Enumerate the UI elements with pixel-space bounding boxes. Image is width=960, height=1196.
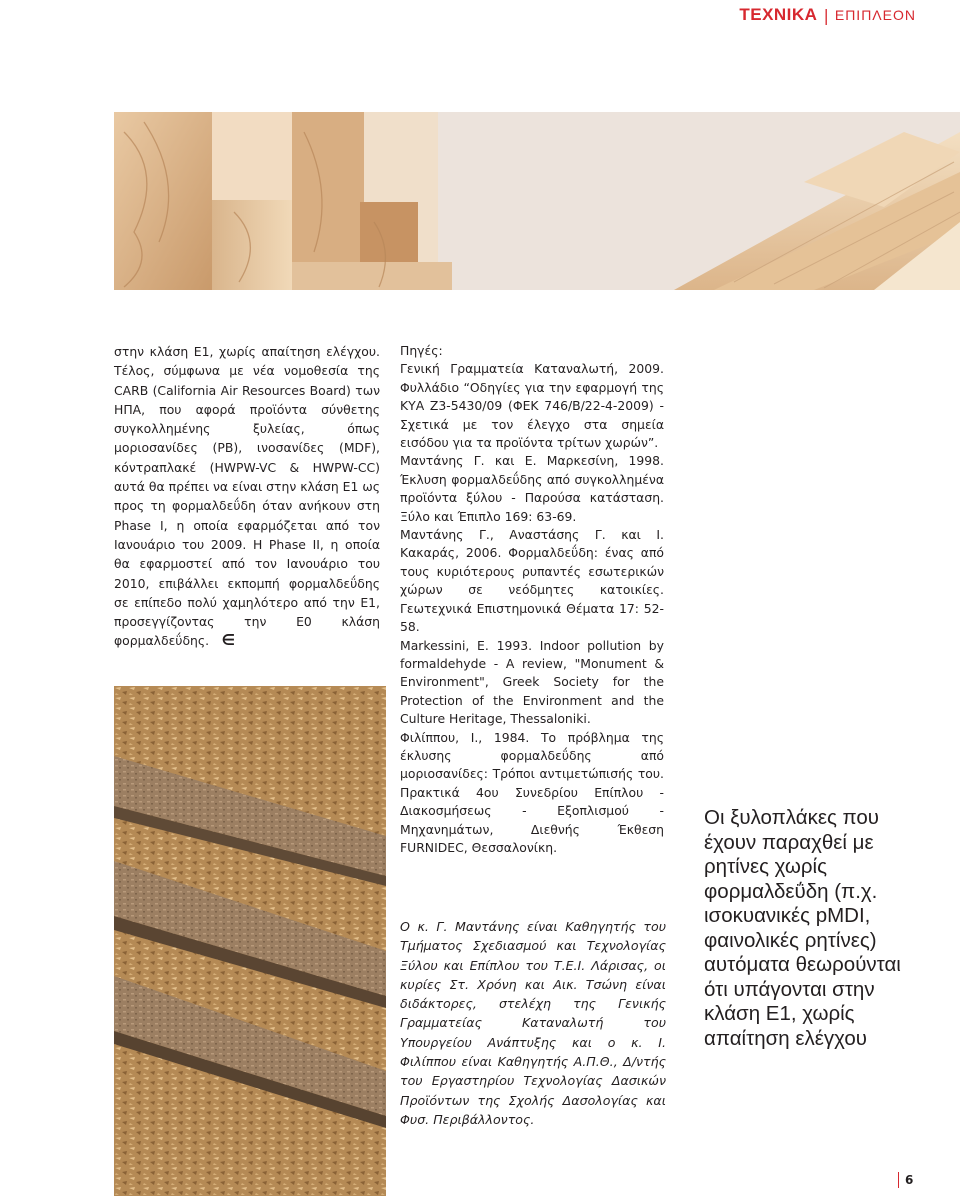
reference-item: Μαντάνης Γ. και Ε. Μαρκεσίνη, 1998. Έκλυση φορμαλδεΰδης από συγκολλημένα προϊόντα ξύλου - Παρούσα κατάσταση. Ξύλο και Έπιπλο 169: 63-69. <box>400 453 664 524</box>
section-title: ΤΕΧΝΙΚΑ <box>739 5 818 24</box>
end-of-article-icon: ∈ <box>221 631 236 650</box>
article-paragraph: στην κλάση Ε1, χωρίς απαίτηση ελέγχου. Τέλος, σύμφωνα με νέα νομοθεσία της CARB (California Air Resources Board) των ΗΠΑ, που αφορά προϊόντα σύνθετης συγκολλημένης ξυλείας, όπως μοριοσανίδες (PB), ινοσανίδες (MDF), κόντραπλακέ (HWPW-VC & HWPW-CC) αυτά θα πρέπει να είναι στην κλάση Ε1 ως προς τη φορμαλδεΰδη όταν ανήκουν στη Phase I, η οποία εφαρμόζεται από τον Ιανουάριο του 2009. Η Phase II, η οποία θα εφαρμοστεί από τον Ιανουάριο του 2010, επιβάλλει εκπομπή φορμαλδεΰδης σε επίπεδο πολύ χαμηλότερο από την Ε1, προσεγγίζοντας την Ε0 κλάση φορμαλδεΰδης. <box>114 344 380 649</box>
article-text <box>114 342 380 651</box>
author-bio: Ο κ. Γ. Μαντάνης είναι Καθηγητής του Τμήματος Σχεδιασμού και Τεχνολογίας Ξύλου και Επίπλου του Τ.Ε.Ι. Λάρισας, οι κυρίες Στ. Χρόνη και Αικ. Τσώνη είναι διδάκτορες, στελέχη της Γενικής Γραμματείας Καταναλωτή του Υπουργείου Ανάπτυξης και ο κ. Ι. Φιλίππου είναι Καθηγητής Α.Π.Θ., Δ/ντής του Εργαστηρίου Τεχνολογίας Δασικών Προϊόντων της Σχολής Δασολογίας και Φυσ. Περιβάλλοντος. <box>400 919 666 1127</box>
reference-item: Φιλίππου, Ι., 1984. Το πρόβλημα της έκλυσης φορμαλδεΰδης από μοριοσανίδες: Τρόποι αντιμετώπισής του. Πρακτικά 4ου Συνεδρίου Επίπλου - Διακοσμήσεως - Εξοπλισμού - Μηχανημάτων, Διεθνής Έκθεση FURNIDEC, Θεσσαλονίκη. <box>400 729 664 855</box>
reference-item: Μαντάνης Γ., Αναστάσης Γ. και Ι. Κακαράς, 2006. Φορμαλδεΰδη: ένας από τους κυριότερους ρυπαντές εσωτερικών χώρων σε νεόδμητες κατοικίες. Γεωτεχνικά Επιστημονικά Θέματα 17: 52-58. <box>400 527 664 635</box>
header-separator: | <box>823 5 829 25</box>
particleboard-photo <box>114 686 386 1196</box>
particleboard-illustration <box>114 686 386 1196</box>
pull-quote: Οι ξυλοπλάκες που έχουν παραχθεί με ρητίνες χωρίς φορμαλδεΰδη (π.χ. ισοκυανικές pMDI, φαινολικές ρητίνες) αυτόματα θεωρούνται ότι υπάγονται στην κλάση Ε1, χωρίς απαίτηση ελέγχου <box>704 806 901 1050</box>
article-column <box>114 342 380 651</box>
reference-item: Γενική Γραμματεία Καταναλωτή, 2009. Φυλλάδιο “Οδηγίες για την εφαρμογή της ΚΥΑ Ζ3-5430/09 (ΦΕΚ 746/Β/22-4-2009) - Σχετικά με τον έλεγχο στα σημεία εισόδου για τα προϊόντα τρίτων χωρών”. <box>400 361 664 451</box>
page-header <box>739 0 916 30</box>
reference-item: Markessini, E. 1993. Indoor pollution by formaldehyde - A review, "Monument & Environment", Greek Society for the Protection of the Environment and the Culture Heritage, Thessaloniki. <box>400 637 664 727</box>
page-footer <box>898 1172 913 1188</box>
subsection-title: ΕΠΙΠΛΕΟΝ <box>834 7 916 23</box>
sources-title: Πηγές: <box>400 343 443 358</box>
footer-divider <box>898 1172 899 1188</box>
page-number: 6 <box>905 1173 914 1187</box>
sources-column <box>400 342 664 857</box>
timber-illustration <box>114 112 960 290</box>
timber-photo <box>114 112 960 290</box>
